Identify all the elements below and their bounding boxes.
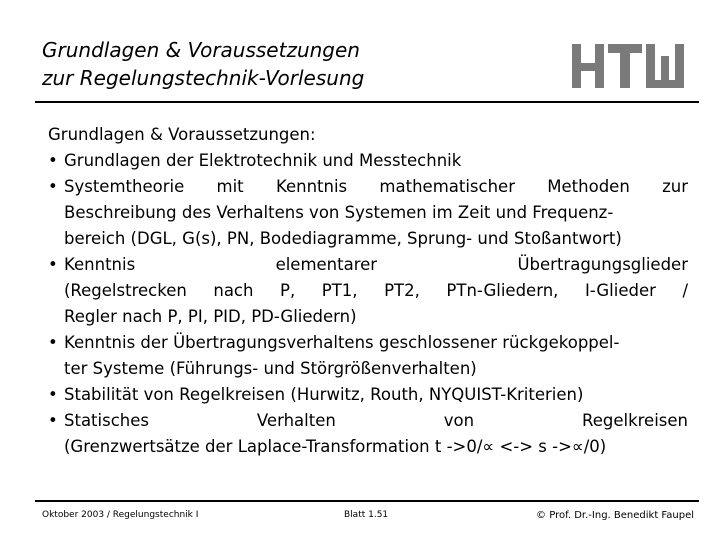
bullet-line: • Grundlagen der Elektrotechnik und Messtechnik — [64, 151, 462, 170]
bullet-line: (Regelstrecken nach P, PT1, PT2, PTn-Gliedern, I-Glieder / — [64, 281, 688, 300]
footer-course: Oktober 2003 / Regelungstechnik I — [42, 510, 199, 520]
bullet-list — [48, 148, 688, 460]
bullet-item — [48, 148, 688, 174]
footer-author: © Prof. Dr.-Ing. Benedikt Faupel — [536, 510, 694, 521]
bullet-item — [48, 252, 688, 330]
footer-divider — [35, 500, 699, 502]
footer-page-number: Blatt 1.51 — [344, 510, 389, 520]
bullet-line: Regler nach P, PI, PID, PD-Gliedern) — [64, 307, 357, 326]
bullet-item — [48, 408, 688, 460]
bullet-line: bereich (DGL, G(s), PN, Bodediagramme, Sprung- und Stoßantwort) — [64, 229, 622, 248]
bullet-line: • Kenntnis elementarer Übertragungsglieder — [64, 255, 688, 274]
intro-heading: Grundlagen & Voraussetzungen: — [48, 125, 316, 144]
title-line-2: zur Regelungstechnik-Vorlesung — [42, 66, 365, 90]
title-divider — [35, 101, 699, 103]
bullet-line: • Kenntnis der Übertragungsverhaltens geschlossener rückgekoppel- — [64, 333, 620, 352]
bullet-line: • Systemtheorie mit Kenntnis mathematischer Methoden zur — [64, 177, 688, 196]
title-line-1: Grundlagen & Voraussetzungen — [42, 38, 360, 62]
bullet-line: (Grenzwertsätze der Laplace-Transformation t ->0/∝ <-> s ->∝/0) — [64, 437, 607, 456]
bullet-item — [48, 382, 688, 408]
bullet-line: Beschreibung des Verhaltens von Systemen im Zeit und Frequenz- — [64, 203, 614, 222]
slide-title — [42, 36, 364, 92]
bullet-item — [48, 174, 688, 252]
bullet-item — [48, 330, 688, 382]
slide-content — [48, 122, 688, 460]
htw-logo — [572, 42, 692, 88]
bullet-line: ter Systeme (Führungs- und Störgrößenverhalten) — [64, 359, 477, 378]
bullet-line: • Statisches Verhalten von Regelkreisen — [64, 411, 688, 430]
bullet-line: • Stabilität von Regelkreisen (Hurwitz, Routh, NYQUIST-Kriterien) — [64, 385, 584, 404]
